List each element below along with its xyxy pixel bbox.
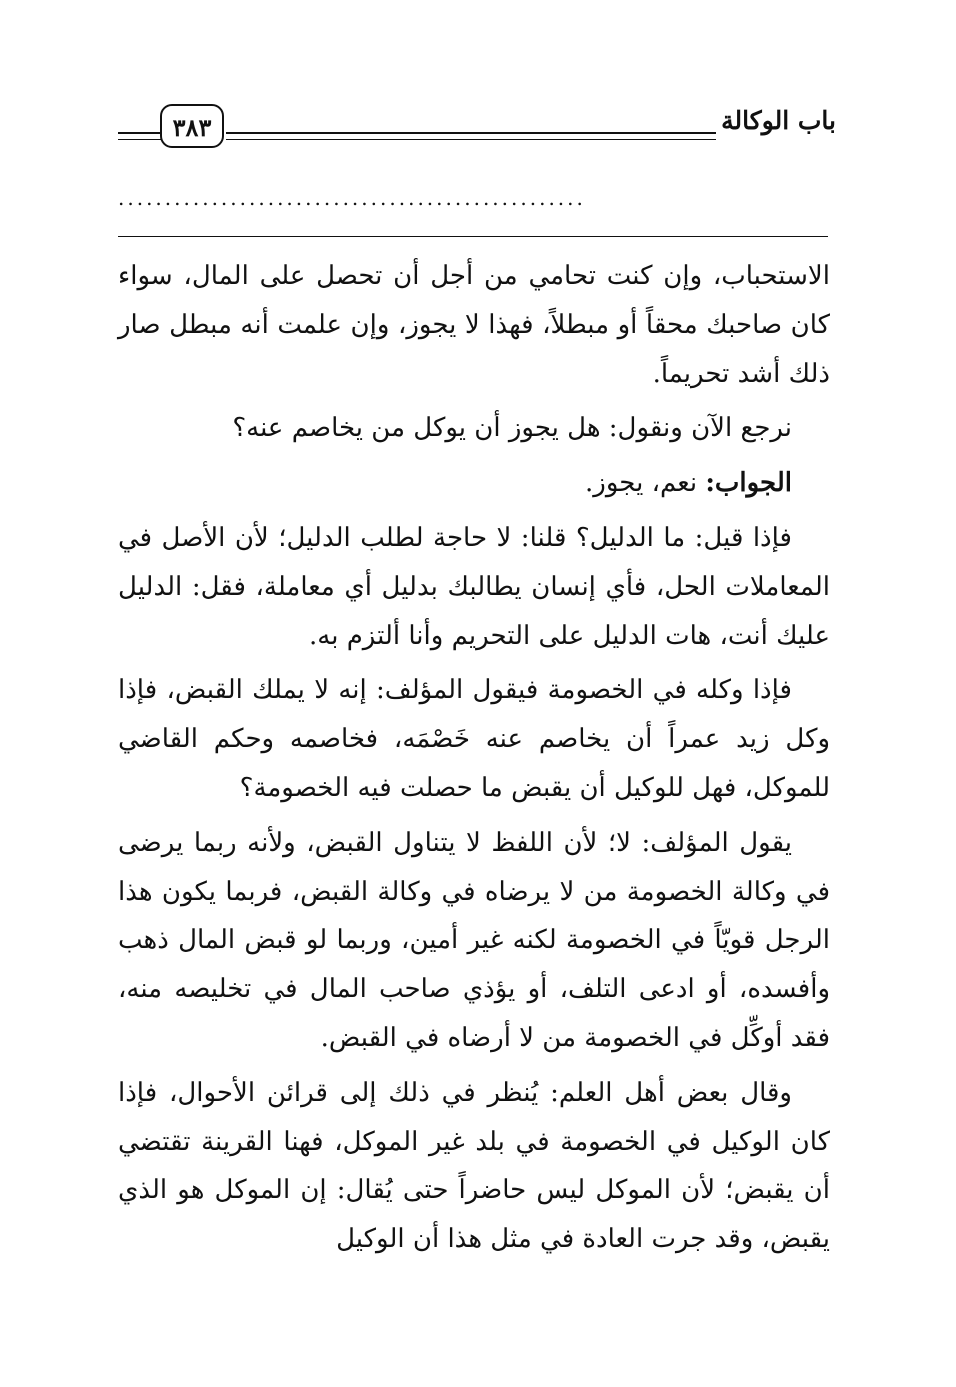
paragraph-6: وقال بعض أهل العلم: يُنظر في ذلك إلى قرائن الأحوال، فإذا كان الوكيل في الخصومة في بلد غير الموكل، فهنا القرينة تقتضي أن يقبض؛ لأن الموكل ليس حاضراً حتى يُقال: إن الموكل هو الذي يقبض، وقد جرت العادة في مثل هذا أن الوكيل	[118, 1077, 830, 1255]
chapter-title: باب الوكالة	[721, 106, 836, 135]
answer-label: الجواب:	[705, 468, 792, 499]
paragraph-question: نرجع الآن ونقول: هل يجوز أن يوكل من يخاصم عنه؟	[232, 413, 792, 444]
page-header	[118, 98, 836, 158]
paragraph-1: الاستحباب، وإن كنت تحامي من أجل أن تحصل على المال، سواء كان صاحبك محقاً أو مبطلاً، فهذا لا يجوز، وإن علمت أنه مبطل صار ذلك أشد تحريماً.	[118, 261, 830, 389]
page-number: ٣٨٣	[160, 104, 224, 148]
paragraph-5: يقول المؤلف: لا؛ لأن اللفظ لا يتناول القبض، ولأنه ربما يرضى في وكالة الخصومة من لا يرضاه في وكالة القبض، فربما يكون هذا الرجل قويّاً في الخصومة لكنه غير أمين، وربما لو قبض المال ذهب وأفسده، أو ادعى التلف، أو يؤذي صاحب المال في تخليصه منه، فقد أوكِّل في الخصومة من لا أرضاه في القبض.	[118, 827, 830, 1053]
answer-text: نعم، يجوز.	[585, 468, 706, 499]
paragraph-answer	[118, 459, 830, 508]
body-text	[118, 252, 830, 1270]
separator-line	[118, 236, 828, 237]
header-rule-right	[226, 132, 716, 140]
ellipsis-dots: ..................................................	[118, 186, 586, 210]
paragraph-3: فإذا قيل: ما الدليل؟ قلنا: لا حاجة لطلب الدليل؛ لأن الأصل في المعاملات الحل، فأي إنسان يطالبك بدليل أي معاملة، فقل: الدليل عليك أنت، هات الدليل على التحريم وأنا ألتزم به.	[118, 522, 830, 651]
header-rule-left	[118, 132, 162, 140]
paragraph-4: فإذا وكله في الخصومة فيقول المؤلف: إنه لا يملك القبض، فإذا وكل زيد عمراً أن يخاصم عنه خَصْمَه، فخاصمه وحكم القاضي للموكل، فهل للوكيل أن يقبض ما حصلت فيه الخصومة؟	[118, 675, 830, 803]
